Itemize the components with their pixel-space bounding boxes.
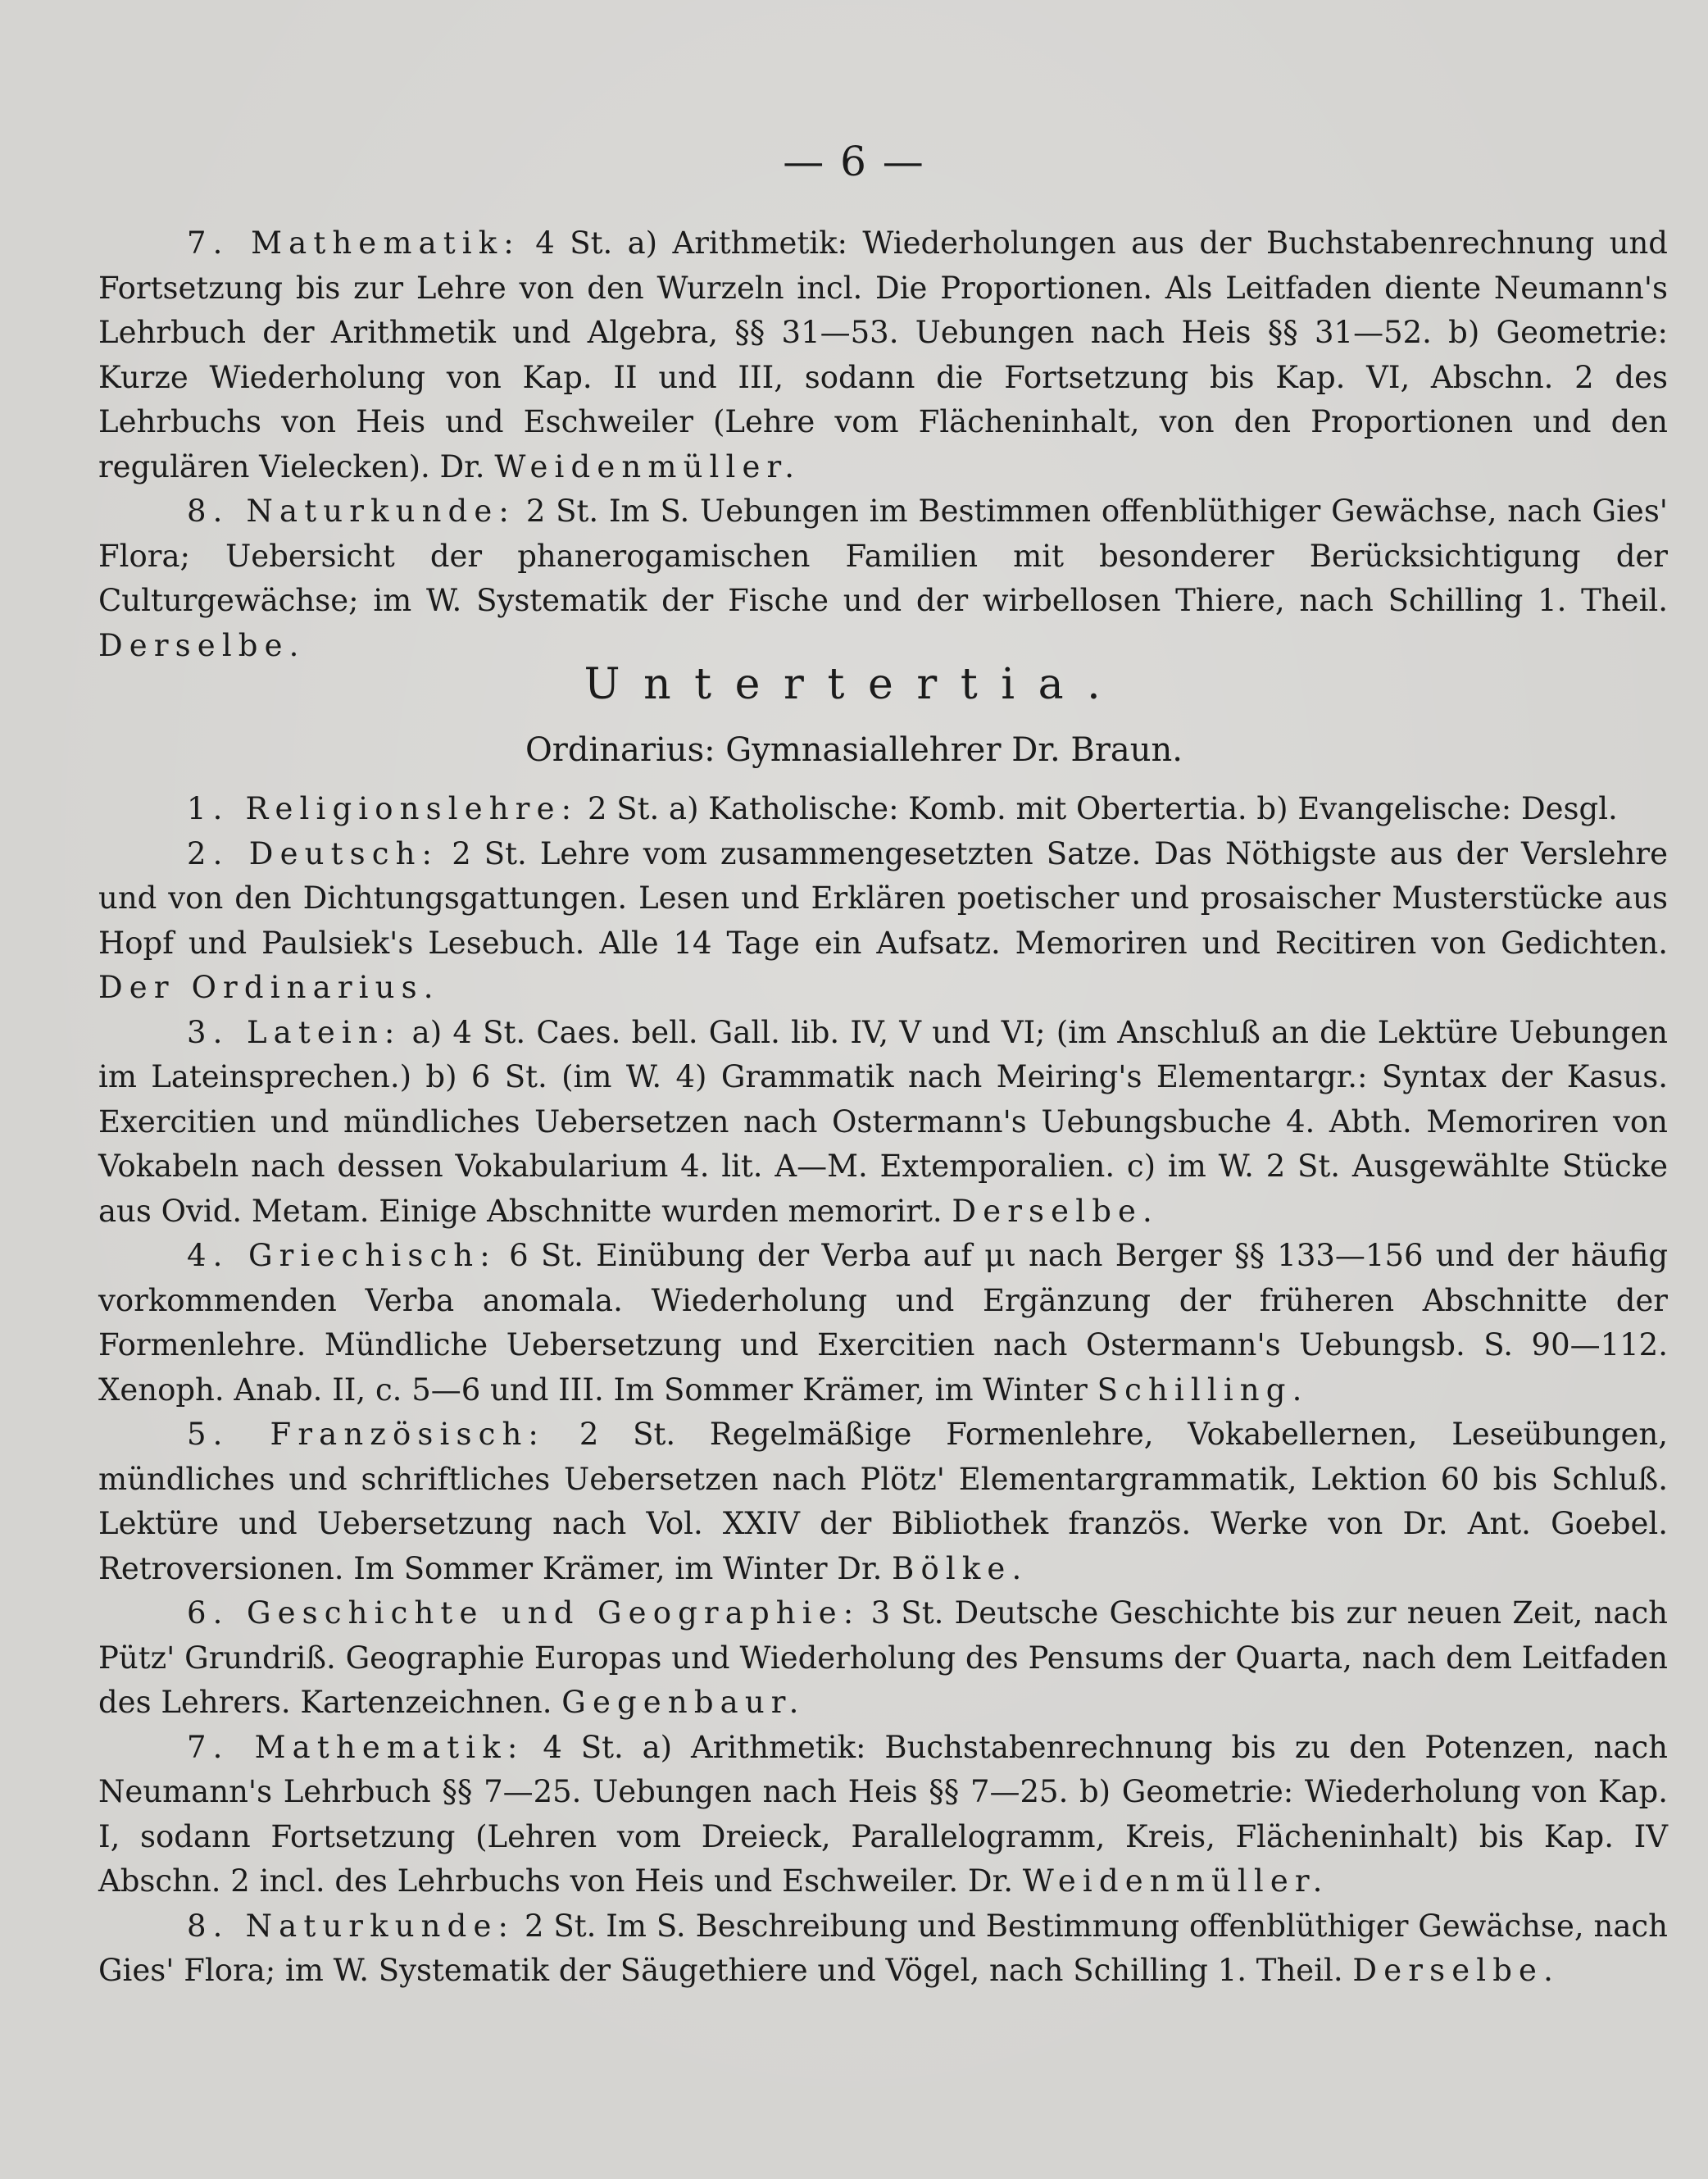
paragraph-text: 2 St. Regelmäßige Formenlehre, Vokabellernen, Leseübungen, mündliches und schriftliches Uebersetzen nach Plötz' Elementargrammatik, Lektion 60 bis Schluß. Lektüre und Uebersetzung nach Vol. XXIV der Bibliothek französ. Werke von Dr. Ant. Goebel. Retroversionen. Im Sommer Krämer, im Winter Dr. bbox=[98, 1417, 1669, 1586]
paragraph-text: 6 St. Einübung der Verba auf μι nach Berger §§ 133—156 und der häufig vorkommenden Verba anomala. Wiederholung und Ergänzung der früheren Abschnitte der Formenlehre. Mündliche Uebersetzung und Exercitien nach Ostermann's Uebungsb. S. 90—112. Xenoph. Anab. II, c. 5—6 und III. Im Sommer Krämer, im Winter bbox=[98, 1238, 1669, 1408]
subject-label: 8. Naturkunde: bbox=[187, 494, 516, 529]
page-number: — 6 — bbox=[783, 138, 925, 185]
teacher-name: Derselbe. bbox=[98, 627, 306, 663]
teacher-name: Schilling. bbox=[1097, 1372, 1309, 1408]
teacher-name: Derselbe. bbox=[1352, 1953, 1560, 1988]
paragraph-text: a) 4 St. Caes. bell. Gall. lib. IV, V und VI; (im Anschluß an die Lektüre Uebungen im Lateinsprechen.) b) 6 St. (im W. 4) Grammatik nach Meiring's Elementargr.: Syntax der Kasus. Exercitien und mündliches Uebersetzen nach Ostermann's Uebungsbuche 4. Abth. Memoriren von Vokabeln nach dessen Vokabularium 4. lit. A—M. Extemporalien. c) im W. 2 St. Ausgewählte Stücke aus Ovid. Metam. Einige Abschnitte wurden memorirt. bbox=[98, 1014, 1668, 1229]
teacher-name: Derselbe. bbox=[952, 1193, 1159, 1229]
paragraph-text: 4 St. a) Arithmetik: Wiederholungen aus der Buchstabenrechnung und Fortsetzung bis zur Lehre von den Wurzeln incl. Die Proportionen. Als Leitfaden diente Neumann's Lehrbuch der Arithmetik und Algebra, §§ 31—53. Uebungen nach Heis §§ 31—52. b) Geometrie: Kurze Wiederholung von Kap. II und III, sodann die Fortsetzung bis Kap. VI, Abschn. 2 des Lehrbuchs von Heis und Eschweiler (Lehre vom Flächeninhalt, von den Proportionen und den regulären Vielecken). Dr. bbox=[98, 225, 1668, 484]
paragraph bbox=[98, 1726, 1668, 1904]
paragraph-text: 2 St. Lehre vom zusammengesetzten Satze. Das Nöthigste aus der Verslehre und von den Dichtungsgattungen. Lesen und Erklären poetischer und prosaischer Musterstücke aus Hopf und Paulsiek's Lesebuch. Alle 14 Tage ein Aufsatz. Memoriren und Recitiren von Gedichten. bbox=[98, 835, 1668, 961]
subject-label: 2. Deutsch: bbox=[187, 835, 439, 871]
teacher-name: Der Ordinarius. bbox=[98, 970, 440, 1005]
paragraph-text: 3 St. Deutsche Geschichte bis zur neuen Zeit, nach Pütz' Grundriß. Geographie Europas und Wiederholung des Pensums der Quarta, nach dem Leitfaden des Lehrers. Kartenzeichnen. bbox=[98, 1595, 1668, 1720]
ordinarius-line: Ordinarius: Gymnasiallehrer Dr. Braun. bbox=[525, 731, 1183, 769]
teacher-name: Gegenbaur. bbox=[561, 1685, 806, 1720]
paragraph-text: 4 St. a) Arithmetik: Buchstabenrechnung bis zu den Potenzen, nach Neumann's Lehrbuch §§ 7—25. Uebungen nach Heis §§ 7—25. b) Geometrie: Wiederholung von Kap. I, sodann Fortsetzung (Lehren vom Dreieck, Parallelogramm, Kreis, Flächeninhalt) bis Kap. IV Abschn. 2 incl. des Lehrbuchs von Heis und Eschweiler. Dr. bbox=[98, 1729, 1668, 1899]
subject-label: 3. Latein: bbox=[187, 1014, 402, 1050]
paragraph bbox=[98, 1234, 1668, 1412]
paragraph-text: 2 St. Im S. Beschreibung und Bestimmung offenblüthiger Gewächse, nach Gies' Flora; im W. Systematik der Säugethiere und Vögel, nach Schilling 1. Theil. bbox=[98, 1908, 1668, 1988]
paragraph bbox=[98, 1412, 1668, 1591]
section-obertertia-continued bbox=[98, 221, 1668, 668]
subject-label: 8. Naturkunde: bbox=[187, 1908, 516, 1944]
teacher-name: Bölke. bbox=[892, 1550, 1029, 1586]
subject-label: 1. Religionslehre: bbox=[187, 791, 579, 826]
paragraph bbox=[98, 1011, 1668, 1235]
paragraph bbox=[98, 489, 1668, 668]
paragraph bbox=[98, 221, 1668, 489]
paragraph bbox=[98, 1904, 1668, 1994]
paragraph-text: 2 St. Im S. Uebungen im Bestimmen offenblüthiger Gewächse, nach Gies' Flora; Uebersicht der phanerogamischen Familien mit besonderer Berücksichtigung der Culturgewächse; im W. Systematik der Fische und der wirbellosen Thiere, nach Schilling 1. Theil. bbox=[98, 494, 1668, 618]
paragraph bbox=[98, 1591, 1668, 1726]
subject-label: 7. Mathematik: bbox=[187, 1729, 525, 1765]
teacher-name: Weidenmüller. bbox=[1022, 1863, 1329, 1899]
paragraph bbox=[98, 787, 1668, 832]
paragraph-text: 2 St. a) Katholische: Komb. mit Obertertia. b) Evangelische: Desgl. bbox=[578, 791, 1618, 826]
subject-label: 5. Französisch: bbox=[187, 1417, 546, 1452]
paragraph bbox=[98, 832, 1668, 1011]
section-heading: Untertertia. bbox=[584, 660, 1124, 709]
subject-label: 6. Geschichte und Geographie: bbox=[187, 1595, 861, 1631]
subject-label: 7. Mathematik: bbox=[187, 225, 520, 261]
teacher-name: Weidenmüller. bbox=[494, 448, 802, 484]
section-untertertia bbox=[98, 787, 1668, 1994]
subject-label: 4. Griechisch: bbox=[187, 1238, 497, 1273]
